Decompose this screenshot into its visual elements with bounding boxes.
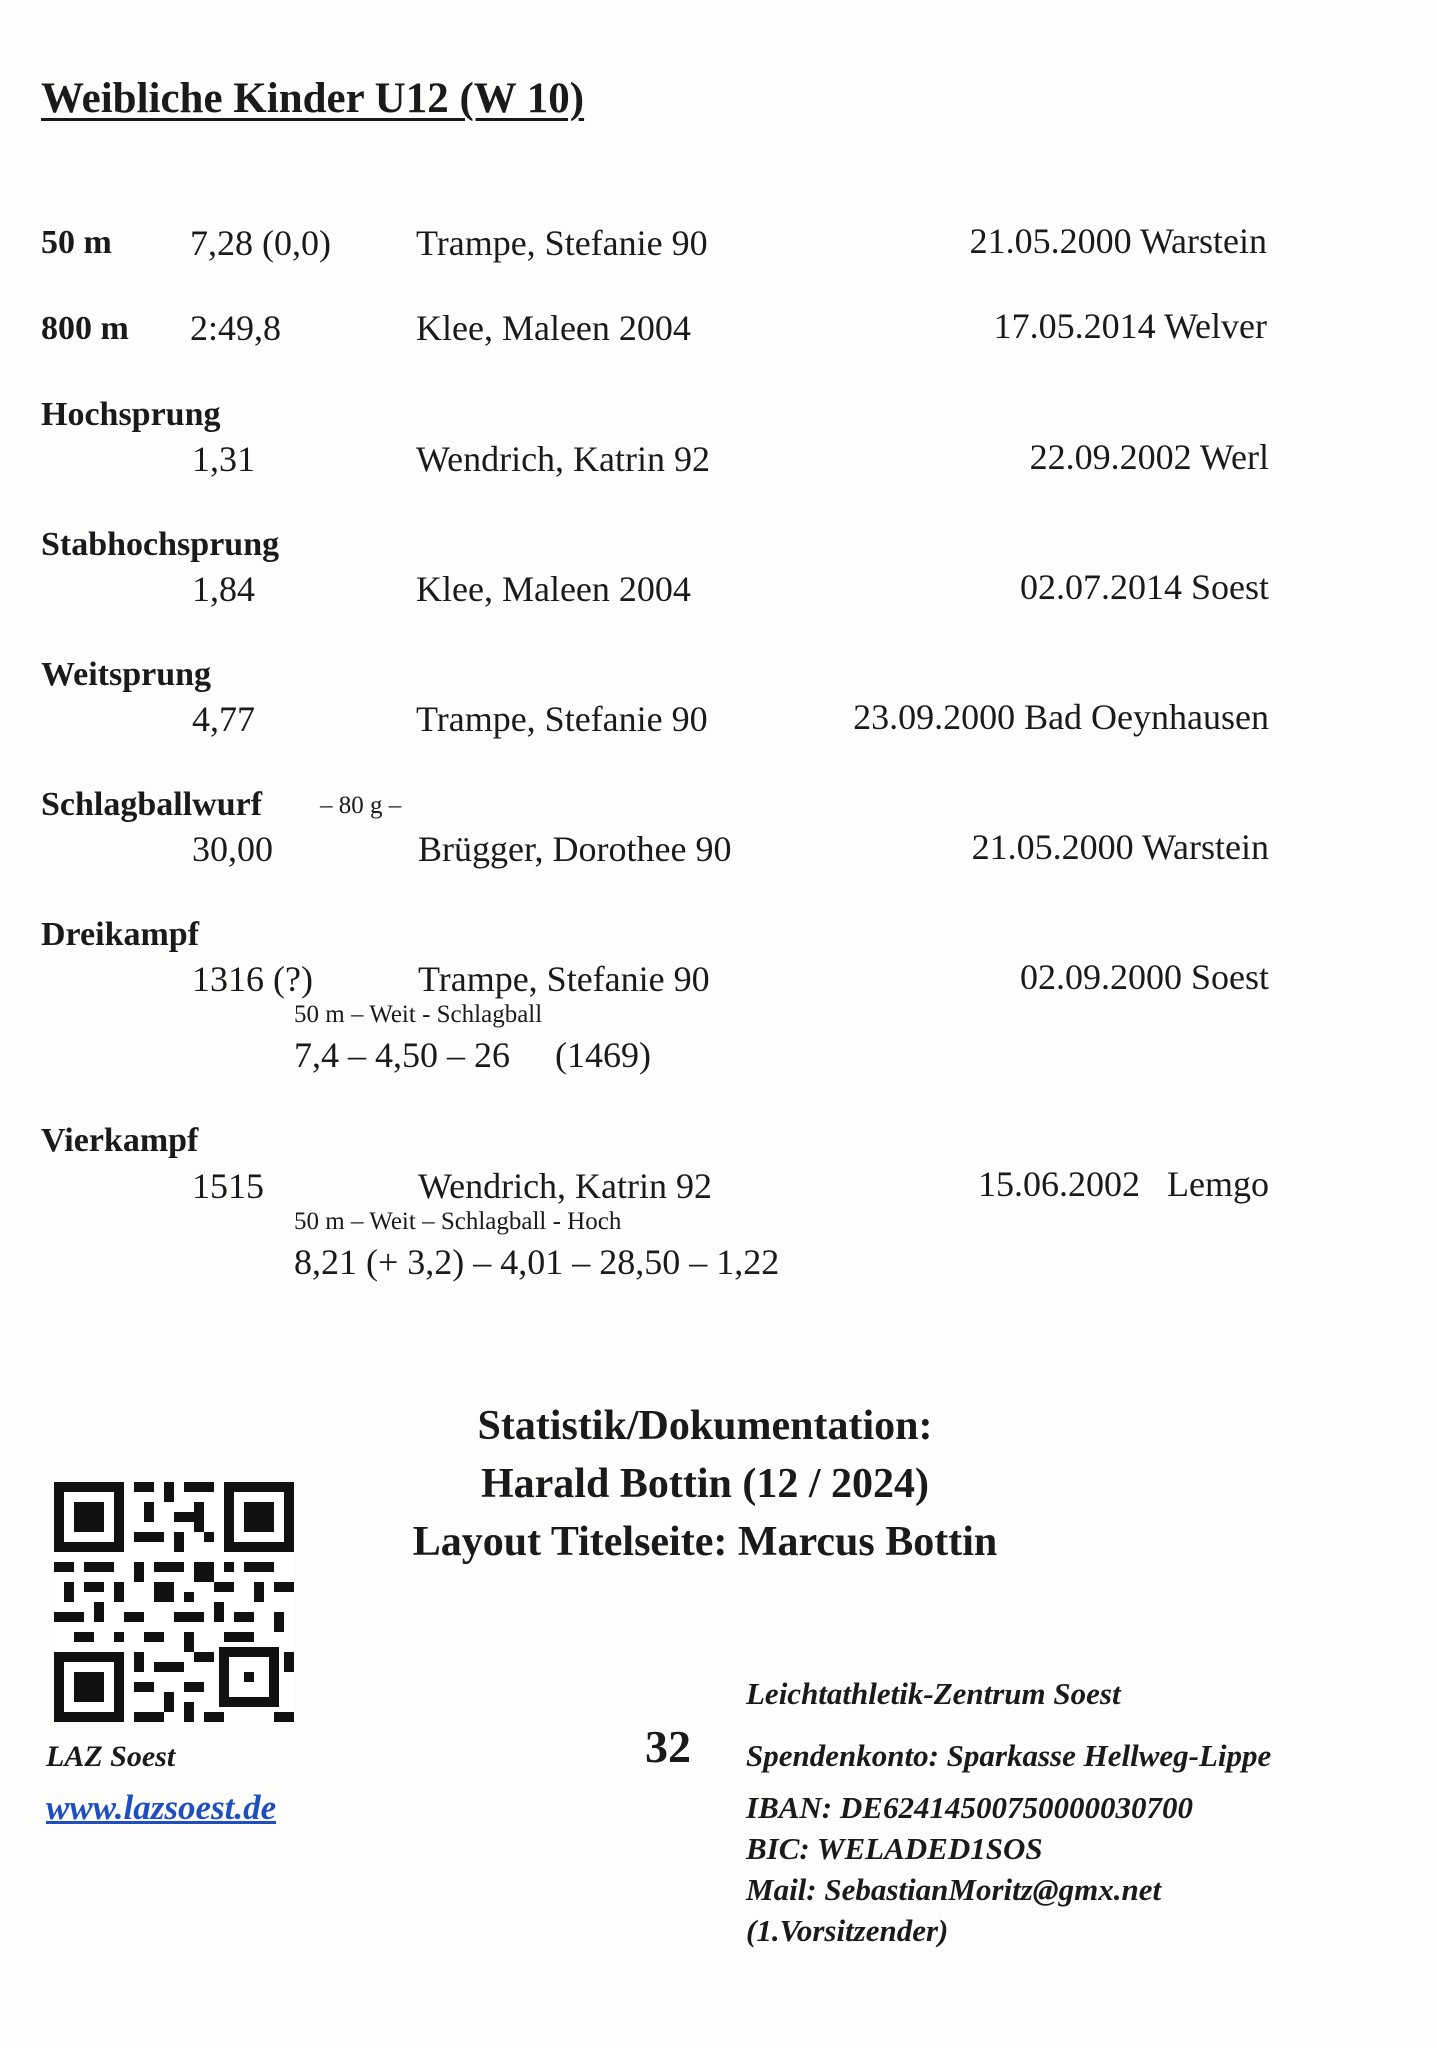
event-name: Hochsprung xyxy=(41,396,221,433)
result: 1,31 xyxy=(192,439,255,479)
athlete: Wendrich, Katrin 92 xyxy=(416,439,711,479)
event-name: 50 m xyxy=(41,224,112,261)
page-number: 32 xyxy=(645,1721,691,1772)
credits-line-2: Harald Bottin (12 / 2024) xyxy=(481,1461,929,1507)
role-line: (1.Vorsitzender) xyxy=(746,1913,949,1948)
mail-line: Mail: SebastianMoritz@gmx.net xyxy=(746,1872,1162,1907)
website-link[interactable]: www.lazsoest.de xyxy=(46,1788,277,1827)
bic-line: BIC: WELADED1SOS xyxy=(746,1831,1043,1866)
date-place: 21.05.2000 Warstein xyxy=(969,221,1267,261)
qr-code-icon xyxy=(54,1482,294,1722)
athlete: Klee, Maleen 2004 xyxy=(416,569,691,609)
result: 7,28 (0,0) xyxy=(190,223,331,263)
athlete: Wendrich, Katrin 92 xyxy=(418,1166,713,1206)
athlete: Klee, Maleen 2004 xyxy=(416,308,691,348)
date-place: 17.05.2014 Welver xyxy=(993,306,1267,346)
club-name: LAZ Soest xyxy=(46,1740,176,1773)
athlete: Brügger, Dorothee 90 xyxy=(418,829,732,869)
athlete: Trampe, Stefanie 90 xyxy=(416,699,708,739)
date-place: 15.06.2002 Lemgo xyxy=(978,1164,1269,1204)
date-place: 02.07.2014 Soest xyxy=(1019,567,1269,607)
org-name: Leichtathletik-Zentrum Soest xyxy=(746,1676,1121,1711)
iban-line: IBAN: DE62414500750000030700 xyxy=(746,1790,1193,1825)
details: 8,21 (+ 3,2) – 4,01 – 28,50 – 1,22 xyxy=(294,1242,780,1282)
date-place: 23.09.2000 Bad Oeynhausen xyxy=(853,697,1269,737)
date-place: 02.09.2000 Soest xyxy=(1019,957,1269,997)
result: 30,00 xyxy=(192,829,273,869)
credits-line-3: Layout Titelseite: Marcus Bottin xyxy=(412,1519,998,1565)
event-name: Schlagballwurf xyxy=(41,786,263,823)
result: 1316 (?) xyxy=(192,959,313,999)
event-name: Vierkampf xyxy=(41,1122,199,1159)
date-place: 22.09.2002 Werl xyxy=(1029,437,1269,477)
event-name: Weitsprung xyxy=(41,656,212,693)
result: 1515 xyxy=(192,1166,264,1206)
result: 1,84 xyxy=(192,569,255,609)
event-name: 800 m xyxy=(41,310,129,347)
disciplines: 50 m – Weit - Schlagball xyxy=(294,1001,543,1028)
athlete: Trampe, Stefanie 90 xyxy=(418,959,710,999)
credits-line-1: Statistik/Dokumentation: xyxy=(477,1403,933,1449)
details: 7,4 – 4,50 – 26 (1469) xyxy=(294,1035,651,1075)
event-name: Stabhochsprung xyxy=(41,526,280,563)
result: 4,77 xyxy=(192,699,255,739)
disciplines: 50 m – Weit – Schlagball - Hoch xyxy=(294,1208,622,1235)
account-line: Spendenkonto: Sparkasse Hellweg-Lippe xyxy=(746,1738,1272,1773)
event-name: Dreikampf xyxy=(41,916,200,953)
event-note: – 80 g – xyxy=(320,792,402,819)
result: 2:49,8 xyxy=(190,308,282,348)
page-title: Weibliche Kinder U12 (W 10) xyxy=(41,75,585,122)
date-place: 21.05.2000 Warstein xyxy=(971,827,1269,867)
athlete: Trampe, Stefanie 90 xyxy=(416,223,708,263)
